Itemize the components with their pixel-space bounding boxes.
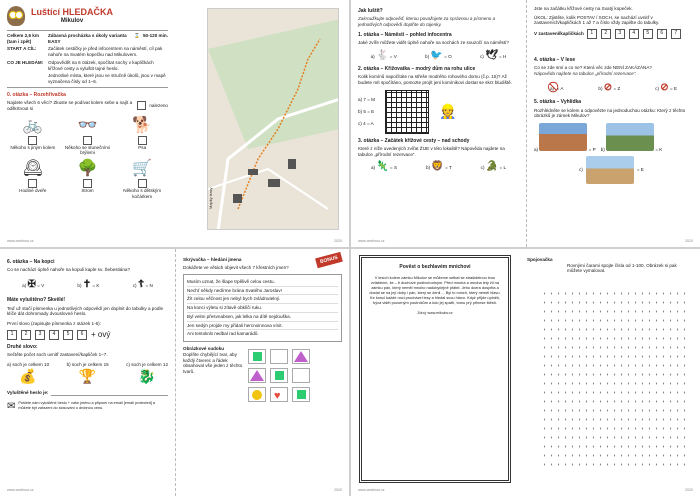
info-value: Začátek cestičky je před infocentrem na náměstí, cíl pak nahoře na Svatém kopečku nad Mikulovem.: [48, 46, 163, 58]
sudoku-cell[interactable]: [248, 349, 266, 364]
footer: [358, 239, 693, 243]
secret-title: Máte vyluštěno? Skvělé!: [7, 297, 66, 304]
footer-year: 2020: [685, 238, 693, 243]
info-key: Celkem 2,6 km (tam i zpět): [7, 33, 39, 44]
page-3: [0, 249, 349, 496]
question-5-text: Rozhlédněte se kolem a odpovězte na jednoduchou otázku: Který z těchto obrázků je zámek Mikulov?: [534, 107, 686, 119]
item-bicycle: [7, 116, 59, 156]
right-intro: Jste na začátku křížové cesty na Svatý kopeček.: [534, 6, 633, 11]
connect-title: Spojovačka: [527, 257, 553, 262]
question-1-title: 1. otázka – Náměstí – pohled infocentra: [358, 31, 452, 38]
footer: [7, 239, 342, 243]
item-label: Někoho s dětským kočárkem: [123, 188, 162, 199]
question-2-title: 2. otázka – Křižovatka – modrý dům na rohu ulice: [358, 66, 476, 73]
sentence: Nechť někdy nedírme brána Svatého Jaroslav!: [187, 287, 338, 296]
item-grid: [7, 116, 168, 200]
word-cell[interactable]: 3: [35, 330, 45, 340]
page3-left-column: [0, 249, 175, 496]
chimney-sweep-icon: 👷: [439, 103, 457, 120]
option-a[interactable]: a) ✠ = V: [22, 278, 45, 290]
email-icon: ✉: [7, 401, 16, 413]
story-title: Pověst o bezhlavém mnichovi: [399, 264, 471, 270]
word-cell[interactable]: 5: [63, 330, 73, 340]
triangle-icon: [249, 369, 265, 382]
cross-icon: ✠: [27, 278, 36, 290]
rabbit-icon: 🐇: [376, 49, 389, 61]
question-6-text: Co se nachází úplně nahoře na kopuli kaple sv. Šebestiána?: [7, 267, 131, 273]
word-cell[interactable]: 4: [49, 330, 59, 340]
sunglasses-icon: 👓: [77, 116, 98, 134]
option-c[interactable]: c) ⊘ = E: [655, 81, 677, 93]
page2-left-column: [351, 0, 526, 247]
lion-icon: 🦁: [431, 160, 444, 172]
no-fire-icon: ⊘: [660, 81, 669, 93]
sentence: Ani tentokrát nedbal rad kamarádů.: [187, 331, 259, 337]
map-label: Mapky trasy: [208, 187, 213, 209]
castle-photo: [586, 156, 634, 184]
question-3-text: Které z níže uvedených zvířat ŽIJE v této lokalitě? Nápověda najdete na tabulce „přírodní rezervace“.: [358, 146, 505, 157]
word-cell[interactable]: 1: [7, 330, 17, 340]
question-4-title: 4. otázka – V lese: [534, 57, 576, 64]
info-table: [7, 30, 168, 88]
sudoku-cell[interactable]: [270, 349, 288, 364]
word-cell[interactable]: 6: [77, 330, 87, 340]
castle-photo: [539, 123, 587, 151]
svg-text:♥: ♥: [274, 390, 281, 402]
circle-icon: [249, 388, 265, 401]
option-a[interactable]: a) 🦎 = S: [370, 160, 398, 172]
chapel-cell[interactable]: 3: [615, 29, 625, 39]
option-c[interactable]: c) 🐊 = L: [480, 160, 507, 172]
intro-text: Zakroužkujte odpověď, kterou považujete za správnou a písmeno a jednotlivých odpovědí doplňte do tajenky.: [358, 16, 496, 27]
bag-icon: 💰: [19, 367, 37, 384]
tree-icon: 🌳: [77, 160, 98, 178]
route-map: [207, 8, 339, 230]
sudoku-grid: [248, 349, 310, 402]
contact-text: Pošlete nám vyluštěné heslo + vaše jméno a připomí na email [email protected] a můžete být zařazeni do slosování o drobnou cenu.: [18, 401, 156, 410]
item-stroller: [116, 159, 168, 199]
second-word-text: Sečtěte počet soch uvnitř zastavení/kapliček 1–7.: [7, 352, 108, 358]
item-checkbox[interactable]: [28, 136, 37, 145]
crocodile-icon: 🐊: [485, 160, 499, 172]
sudoku-cell[interactable]: [292, 387, 310, 402]
info-row: [7, 33, 168, 44]
lizard-icon: 🦎: [376, 160, 389, 172]
question-5-option-c[interactable]: c) = E: [579, 156, 693, 184]
page-1: [0, 0, 349, 247]
option-b[interactable]: b) 🦁 = T: [425, 160, 452, 172]
owl-icon: [7, 6, 25, 26]
item-checkbox[interactable]: [83, 136, 92, 145]
info-value: Odpovědět na 6 otázek, spočítat sochy v kapličkách křížové cesty a vyluštit tajné heslo.: [48, 59, 154, 71]
first-word-cells: [7, 330, 168, 340]
info-key: START A CÍL:: [7, 46, 37, 52]
footer-url: www.cestinou.cz: [358, 487, 385, 492]
first-word-label: První slovo (zapisujte písmenka z otázek 1-6):: [7, 321, 101, 327]
dove-icon: 🕊: [485, 49, 498, 61]
sudoku-cell[interactable]: [248, 368, 266, 383]
option-a[interactable]: a) 🐇 = V: [370, 49, 397, 61]
footer-year: 2020: [334, 487, 342, 492]
square-icon: [293, 388, 309, 401]
answer-row: [7, 390, 168, 396]
page1-left-column: [0, 0, 175, 247]
footer-year: 2020: [685, 487, 693, 492]
footer-url: www.cestinou.cz: [358, 238, 385, 243]
sudoku-cell[interactable]: [292, 349, 310, 364]
info-value: Zábavná procházka s úkoly varianta EASY: [48, 33, 127, 44]
info-note: Jednotlivé místa, které jsou ve stručně úkolů, jsou v mapě vyznačena čísly od 1–6.: [48, 73, 166, 85]
answer-label: Vyluštěné heslo je:: [7, 390, 49, 396]
question-2-options: [358, 97, 375, 126]
info-row: [7, 60, 168, 71]
footer: [358, 488, 693, 492]
right-task: ÚKOL: Zjistěte, kolik POSTAV / SOCH, se nachází uvnitř v zastaveních/kapličkách 1 až 7 a číslo vždy zapište do tabulky.: [534, 14, 660, 26]
chapel-table-header: V zastavení/kapličkách: [534, 31, 584, 37]
sudoku-cell[interactable]: [270, 368, 288, 383]
item-sunglasses: [62, 116, 114, 156]
cross-icon: ✝: [82, 278, 92, 290]
clock-icon: 🕰: [22, 160, 43, 178]
legend-checkbox: [137, 101, 146, 110]
sentence: Byl velmi přesvnabsen, jak lelka na dítě nejdouška.: [187, 313, 338, 322]
item-label: Někoho s jiným kolem: [10, 144, 56, 150]
question-3-options: [358, 161, 519, 174]
connect-header: [527, 257, 692, 274]
question-4-hint: Nápověda najdete na tabulce „přírodní rezervace“.: [534, 71, 637, 77]
item-checkbox[interactable]: [83, 179, 92, 188]
skryvacka-header: [183, 255, 342, 265]
question-4-text: Co se zde smí a co ne? Která věc zde NENÍ ZAKÁZÁNA?: [534, 65, 652, 71]
question-2-text: Kolik komínů napočítáte na střeše modrého rohového domu (č.p. 15)? Až budete mít spočítáno, pomozte projít jeni komínikovi dostat se skrz bludiště.: [358, 74, 512, 86]
square-icon: [271, 369, 287, 382]
question-3-title: 3. otázka – Začátek křížové cesty – nad schody: [358, 137, 470, 144]
no-camera-icon: ⊘: [603, 81, 613, 93]
question-6-options: [7, 279, 168, 292]
item-tree: [62, 159, 114, 199]
item-dog: [116, 116, 168, 156]
intro-title: Jak luštit?: [358, 8, 383, 14]
option-b[interactable]: b) ✝ = K: [77, 278, 100, 290]
chapel-cell[interactable]: 6: [657, 29, 667, 39]
story-frame: [359, 255, 511, 483]
castle-photo: [606, 123, 654, 151]
bonus-badge: BONUS: [315, 252, 343, 269]
item-checkbox[interactable]: [28, 179, 37, 188]
connect-text: Rovnými čarami spojte čísla od 1-100. Obrázek si pak můžete vymalovat.: [567, 262, 677, 274]
option-a[interactable]: a) soch je celkem 10 💰: [7, 361, 50, 384]
option-c[interactable]: c) soch je celkem 12 🐉: [126, 361, 168, 384]
page3-right-column: [175, 249, 349, 496]
question-6-title: 6. otázka – Na kopci: [7, 259, 55, 265]
dog-icon: 🐕: [132, 116, 153, 134]
cross-icon: ☦: [137, 278, 145, 290]
chapel-cell[interactable]: 5: [643, 29, 653, 39]
item-clock: [7, 159, 59, 199]
sudoku-title: Obrázkové sudoku: [183, 346, 225, 352]
dot-to-dot-puzzle: [541, 289, 691, 469]
item-label: Hodiné dveře: [19, 188, 47, 194]
info-key: CO JE HLEDÁM:: [7, 59, 44, 65]
question-1-options: [358, 50, 519, 63]
option-a[interactable]: a) = P: [534, 123, 596, 153]
question-4-options: [534, 82, 693, 95]
question-0-text: Najdete všech 6 věcí? Zkuste se podívat kolem sebe a najít a odškrtnout si: [7, 100, 133, 111]
question-5-title: 5. otázka – Vyhlídka: [534, 99, 582, 106]
sudoku-cell[interactable]: [248, 387, 266, 402]
sudoku-intro: [183, 346, 243, 375]
header: [7, 6, 168, 26]
footer-url: www.cestinou.cz: [7, 487, 34, 492]
option-c[interactable]: c) 4 = A: [358, 120, 374, 126]
bird-icon: 🐦: [430, 49, 443, 61]
sentence: Jen sedýn projde my přidali hercnoinnova vínit.: [187, 322, 338, 331]
second-word-label: Druhé slovo:: [7, 343, 38, 350]
story-source: Zdroj: www.mikulov.cz: [417, 310, 453, 315]
page-4: [351, 249, 700, 496]
footer-year: 2020: [334, 238, 342, 243]
option-b[interactable]: b) soch je celkem 15 🏆: [66, 361, 109, 384]
option-a[interactable]: a) = A: [549, 85, 564, 91]
option-b[interactable]: b) 🐦 = O: [425, 49, 452, 61]
question-1-text: Jaké zvíře můžete vidět úplně nahoře na sochách ze souzočí na náměstí?: [358, 39, 509, 45]
option-c[interactable]: c) ☦ = N: [132, 278, 153, 290]
triangle-icon: [293, 350, 309, 363]
page-2: [351, 0, 700, 247]
sudoku-cell[interactable]: [270, 387, 288, 402]
item-checkbox[interactable]: [138, 179, 147, 188]
sentence: Na konci výletu si zítavě obklíči ruku.: [187, 304, 338, 313]
legend-label: nalezeno: [149, 102, 168, 108]
hourglass-icon: ⌛: [134, 33, 140, 38]
sentence: Žít celou věčnost jen nebyl bych zvládnutelný.: [187, 295, 338, 304]
item-label: Někoho se slunečními brýlemi: [64, 144, 111, 156]
option-b[interactable]: b) = K: [601, 123, 663, 153]
maze-graphic: [385, 90, 429, 134]
chapel-cell[interactable]: 4: [629, 29, 639, 39]
option-b[interactable]: b) ⊘ = Z: [598, 81, 621, 93]
sudoku-section: [183, 346, 342, 402]
sudoku-text: Doplňte chybějící tvar, aby každý čtverec a řádek obsahoval vše jeden z těchto tvarů.: [183, 351, 243, 375]
question-0-text-row: [7, 100, 168, 111]
item-label: Strom: [81, 188, 94, 194]
chapel-table: [534, 29, 693, 39]
map-graphic: [208, 9, 339, 230]
skryvacka-text: Dokážete ve větách objevit všech 7 křestních jmen?: [183, 265, 289, 271]
sentence-card: [183, 274, 342, 342]
info-row: [7, 46, 168, 57]
question-0-title: 0. otázka – Rozehřívačka: [7, 91, 66, 98]
sudoku-cell[interactable]: [292, 368, 310, 383]
heart-icon: [271, 388, 287, 401]
story-text: V lesích kolem zámku Mikulov se můžeme setkat se strašidelnou tvou zvláštním, že – ti duchové podivuhodným. Před mnoha a mnoha lety žil na zámku pán, který neměl mnoho nadobyčejně přátel. Jeho dcera dospěla a dostal se na její doby i pán, který se ženil ... Byl to mnich, který neměl hlavu. Ke konci každé noci procházel lesy a hledal svou hlavu. Když přijde úplněk, bývá vidět pozorným poutníkům a kdo jej spatří, tomu prý přinese štěstí.: [369, 274, 501, 305]
item-label: Psa: [138, 144, 147, 150]
info-time: 50-120 min.: [142, 33, 168, 38]
word-cell[interactable]: 2: [21, 330, 31, 340]
chapel-cell[interactable]: 1: [587, 29, 597, 39]
dragon-icon: 🐉: [138, 367, 156, 384]
bicycle-icon: 🚲: [22, 116, 43, 134]
page-title: Luštící HLEDAČKA: [31, 6, 114, 17]
page-subtitle: Mikulov: [60, 17, 84, 24]
sentence: Musím uznat, že šlape trpělivě celou cestu.: [187, 278, 338, 287]
stroller-icon: 🛒: [132, 160, 153, 178]
option-b[interactable]: b) 5 = E: [358, 109, 375, 115]
item-checkbox[interactable]: [138, 136, 147, 145]
chapel-cell[interactable]: 2: [601, 29, 611, 39]
square-icon: [249, 350, 265, 363]
footer-url: www.cestinou.cz: [7, 238, 34, 243]
second-word-options: [7, 362, 168, 385]
option-a[interactable]: a) 7 = M: [358, 97, 375, 103]
question-2-body: [358, 90, 519, 134]
skryvacka-title: Skrývačka – hledání jmena: [183, 257, 242, 263]
page2-right-column: [526, 0, 700, 247]
trophy-icon: 🏆: [78, 367, 97, 384]
question-5-options: [534, 123, 693, 153]
option-c[interactable]: c) 🕊 = H: [479, 49, 507, 61]
chapel-cell[interactable]: 7: [671, 29, 681, 39]
footer: [7, 488, 342, 492]
word-suffix: + ový: [91, 329, 111, 339]
answer-line[interactable]: [51, 390, 168, 396]
contact-row: [7, 401, 168, 414]
secret-text: Teď už stačí písmenka u jednotlivých odpovědí jen doplnit do tabulky a podle klíče dát dohromady dvouslovné heslo.: [7, 305, 164, 317]
